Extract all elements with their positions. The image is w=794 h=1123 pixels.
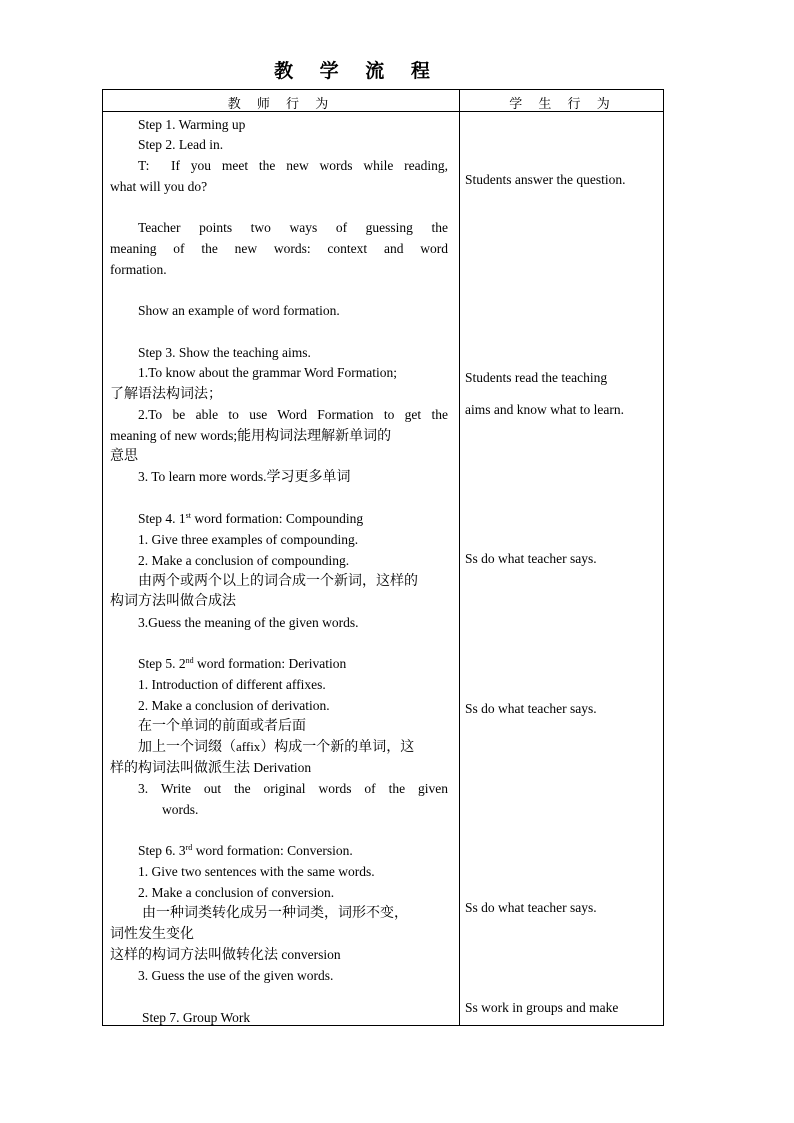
conversion-1: 1. Give two sentences with the same words. [138, 864, 375, 879]
conversion-2: 2. Make a conclusion of conversion. [138, 885, 335, 900]
conversion-cn-3a: 这样的构词方法叫做转化法 [110, 947, 278, 963]
step-6 [138, 843, 353, 859]
show-example: Show an example of word formation. [138, 303, 340, 318]
page-title: 教 学 流 程 [274, 60, 440, 82]
teacher-question-line-1: If you meet the new words while reading, [171, 158, 448, 173]
derivation-2: 2. Make a conclusion of derivation. [138, 698, 330, 713]
student-response-1: Students answer the question. [465, 172, 626, 187]
conversion-cn-2: 词性发生变化 [110, 926, 194, 942]
aim-2-line-3: 意思 [110, 448, 138, 464]
derivation-cn-3a: 样的构词法叫做派生法 [110, 760, 250, 776]
aim-1-en: 1.To know about the grammar Word Formation; [138, 365, 398, 380]
step-4-suffix: word formation: Compounding [190, 511, 364, 526]
derivation-3: 3. Write out the original words of the given [138, 781, 448, 796]
teacher-points-line-2: meaning of the new words: context and word [110, 241, 448, 256]
column-divider [459, 90, 460, 1025]
derivation-cn-2a: 加上一个词缀（ [138, 739, 236, 755]
teacher-points-line-1: Teacher points two ways of guessing the [138, 220, 448, 235]
step-7: Step 7. Group Work [142, 1010, 251, 1025]
step-6-prefix: Step 6. 3 [138, 843, 186, 858]
lesson-flow-table [102, 89, 664, 1026]
student-response-2b: aims and know what to learn. [465, 402, 624, 417]
step-6-ordinal: rd [185, 843, 193, 852]
aim-2-line-2 [110, 428, 391, 444]
aim-1-cn: 了解语法构词法； [110, 386, 222, 402]
conversion-3: 3. Guess the use of the given words. [138, 968, 334, 983]
student-response-6: Ss work in groups and make [465, 1000, 619, 1015]
compounding-cn-1: 由两个或两个以上的词合成一个新词，这样的 [138, 573, 418, 589]
student-response-2a: Students read the teaching [465, 370, 608, 385]
compounding-1: 1. Give three examples of compounding. [138, 532, 359, 547]
aim-3 [138, 469, 351, 485]
derivation-en: Derivation [250, 760, 312, 775]
step-4 [138, 511, 363, 527]
student-response-5: Ss do what teacher says. [465, 900, 597, 915]
teacher-points-line-3: formation. [110, 262, 167, 277]
teacher-question-line-2: what will you do? [110, 179, 208, 194]
conversion-en: conversion [278, 947, 341, 962]
step-2: Step 2. Lead in. [138, 137, 224, 152]
conversion-cn-3 [110, 947, 341, 963]
student-column-header: 学 生 行 为 [509, 97, 616, 112]
derivation-cn-2c: ）构成一个新的单词，这 [260, 739, 415, 755]
aim-3-cn: 学习更多单词 [266, 469, 351, 485]
derivation-cn-2 [138, 739, 414, 755]
aim-2-en: meaning of new words; [110, 428, 238, 443]
teacher-column-header: 教 师 行 为 [227, 97, 335, 112]
affix-word: affix [236, 739, 261, 754]
derivation-3-cont: words. [162, 802, 199, 817]
teacher-label: T: [138, 158, 150, 173]
step-5 [138, 656, 346, 672]
step-5-prefix: Step 5. 2 [138, 656, 186, 671]
student-response-4: Ss do what teacher says. [465, 701, 597, 716]
conversion-cn-1: 由一种词类转化成另一种词类，词形不变， [142, 905, 408, 921]
derivation-cn-3 [110, 760, 311, 776]
compounding-cn-2: 构词方法叫做合成法 [110, 593, 236, 609]
step-4-prefix: Step 4. 1 [138, 511, 186, 526]
step-1: Step 1. Warming up [138, 117, 246, 132]
step-5-ordinal: nd [185, 656, 194, 665]
student-response-3: Ss do what teacher says. [465, 551, 597, 566]
derivation-cn-1: 在一个单词的前面或者后面 [138, 718, 306, 734]
step-4-ordinal: st [185, 511, 191, 520]
derivation-1: 1. Introduction of different affixes. [138, 677, 326, 692]
compounding-2: 2. Make a conclusion of compounding. [138, 553, 350, 568]
compounding-3: 3.Guess the meaning of the given words. [138, 615, 359, 630]
aim-3-en: 3. To learn more words. [138, 469, 267, 484]
step-5-suffix: word formation: Derivation [193, 656, 347, 671]
step-3: Step 3. Show the teaching aims. [138, 345, 311, 360]
aim-2-cn: 能用构词法理解新单词的 [237, 428, 392, 444]
aim-2-line-1: 2.To be able to use Word Formation to get the [138, 407, 448, 422]
step-6-suffix: word formation: Conversion. [192, 843, 353, 858]
